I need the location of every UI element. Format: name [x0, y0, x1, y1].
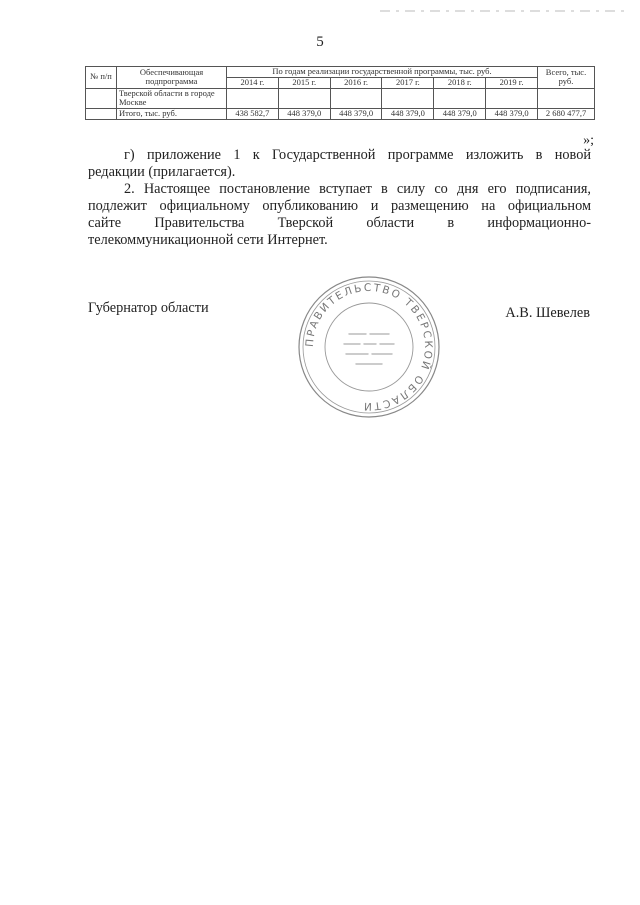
total-label: Итого, тыс. руб.	[117, 109, 227, 120]
table-cell	[382, 88, 434, 109]
page-number: 5	[316, 34, 324, 50]
total-value: 448 379,0	[278, 109, 330, 120]
grand-total: 2 680 477,7	[538, 109, 595, 120]
closing-quote: »;	[583, 133, 594, 148]
table-cell	[434, 88, 486, 109]
header-number: № п/п	[86, 67, 117, 89]
paragraph-line: подлежит официальному опубликованию и размещению на официальном	[88, 198, 591, 214]
header-year: 2018 г.	[434, 77, 486, 88]
total-value: 448 379,0	[330, 109, 382, 120]
total-value: 448 379,0	[434, 109, 486, 120]
header-year: 2014 г.	[227, 77, 279, 88]
total-value: 448 379,0	[382, 109, 434, 120]
paragraph-line: 2. Настоящее постановление вступает в силу со дня его подписания,	[124, 181, 591, 197]
header-total: Всего, тыс. руб.	[538, 67, 595, 89]
paragraph-line: сайте Правительства Тверской области в информационно-	[88, 215, 591, 231]
header-year: 2017 г.	[382, 77, 434, 88]
signatory-position: Губернатор области	[88, 300, 209, 316]
table-cell	[330, 88, 382, 109]
table-header-row	[86, 67, 595, 78]
table-cell	[227, 88, 279, 109]
signatory-name: А.В. Шевелев	[505, 305, 590, 321]
paragraph-effective	[88, 181, 591, 249]
official-seal	[294, 272, 444, 422]
paragraph-line: г) приложение 1 к Государственной программе изложить в новой	[124, 147, 591, 163]
header-subprogram: Обеспечивающая подпрограмма	[117, 67, 227, 89]
paragraph-amendment	[88, 147, 591, 181]
header-year: 2015 г.	[278, 77, 330, 88]
table-cell	[86, 88, 117, 109]
total-value: 448 379,0	[486, 109, 538, 120]
header-by-years: По годам реализации государственной программы, тыс. руб.	[227, 67, 538, 78]
header-year: 2019 г.	[486, 77, 538, 88]
budget-table	[85, 66, 595, 120]
table-cell	[538, 88, 595, 109]
table-total-row	[86, 109, 595, 120]
scan-artifact	[380, 0, 630, 3]
paragraph-line: телекоммуникационной сети Интернет.	[88, 232, 328, 248]
paragraph-line: редакции (прилагается).	[88, 164, 236, 180]
total-value: 438 582,7	[227, 109, 279, 120]
seal-ring-text: ПРАВИТЕЛЬСТВО ТВЕРСКОЙ ОБЛАСТИ	[303, 281, 435, 413]
subprogram-name: Тверской области в городе Москве	[117, 88, 227, 109]
table-cell	[486, 88, 538, 109]
table-cell	[86, 109, 117, 120]
svg-text:ПРАВИТЕЛЬСТВО ТВЕРСКОЙ ОБЛАСТИ	[304, 282, 434, 412]
header-year: 2016 г.	[330, 77, 382, 88]
table-row	[86, 88, 595, 109]
table-cell	[278, 88, 330, 109]
